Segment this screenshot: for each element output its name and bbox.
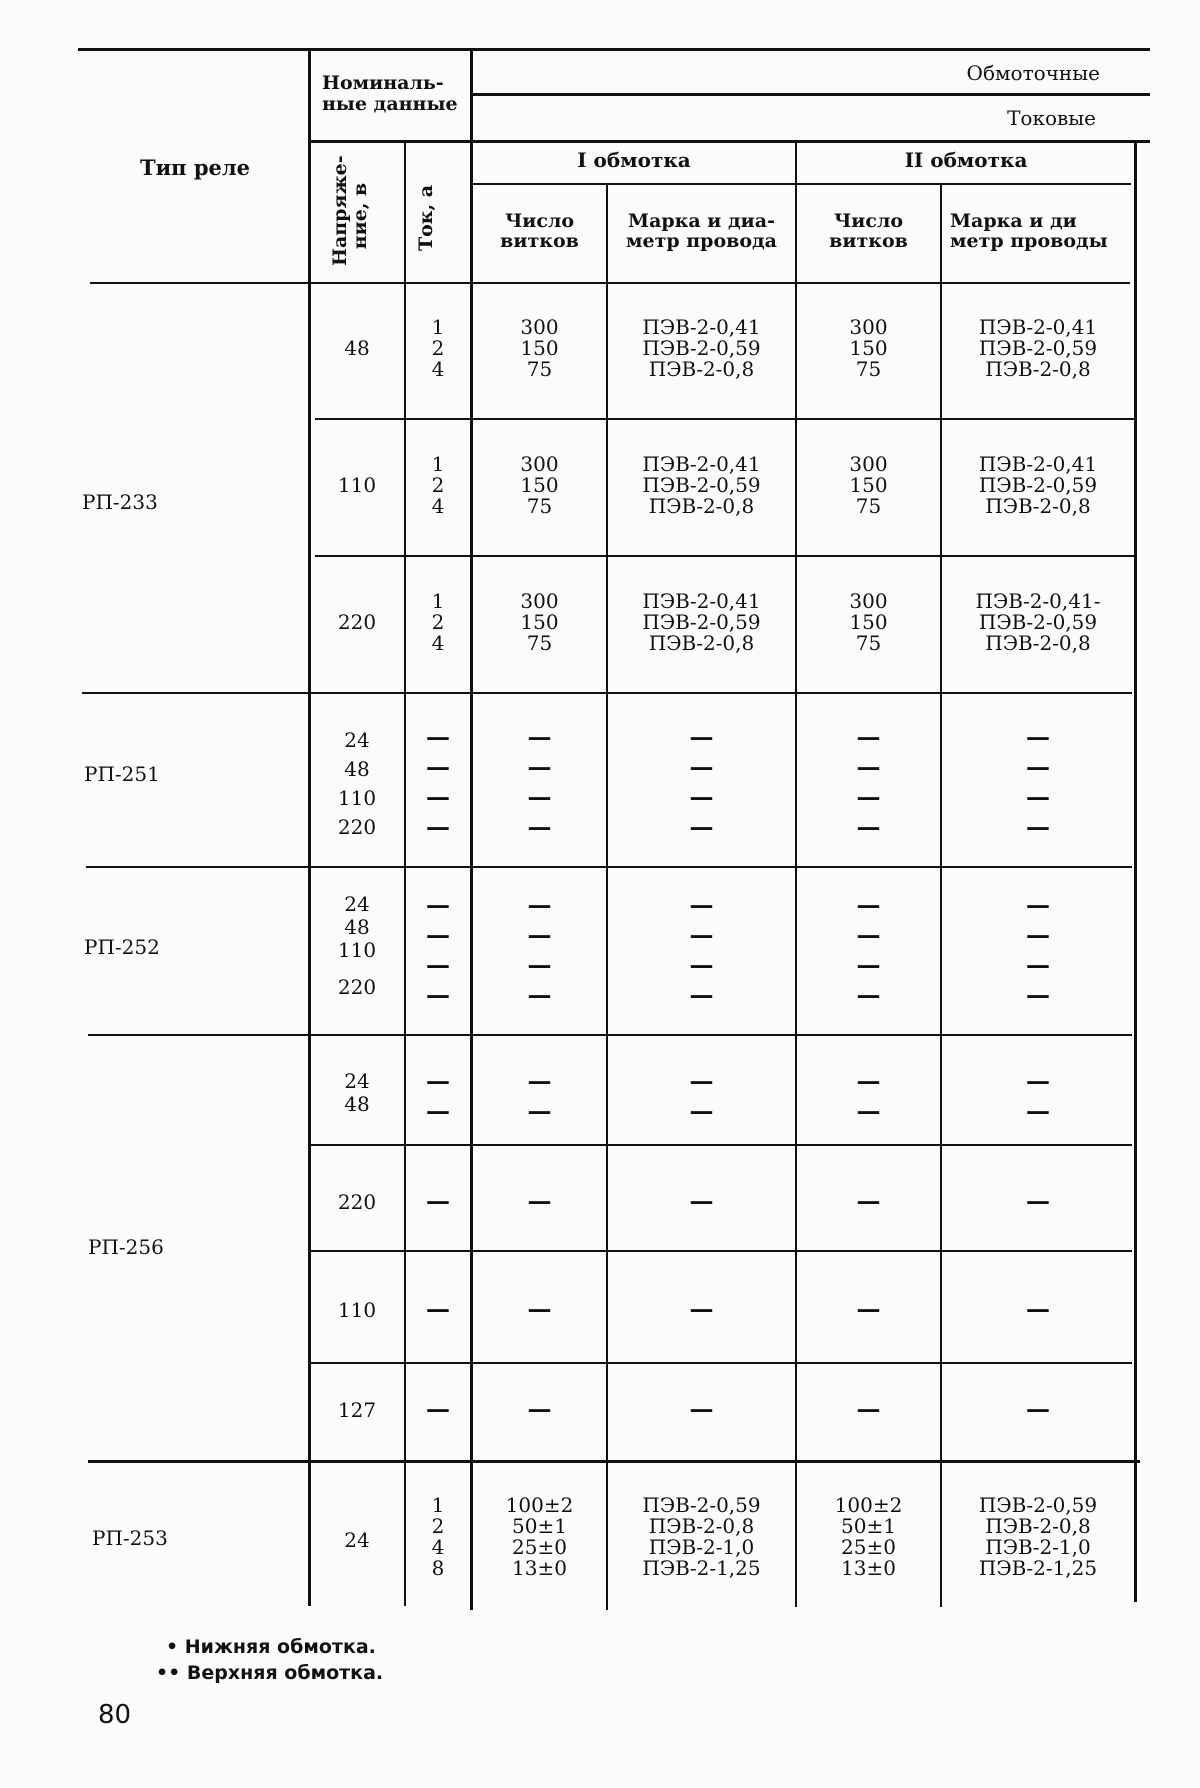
wire-1-cell [608,317,795,380]
voltage-cell: 48 [344,336,370,360]
turns-value: 75 [526,494,553,518]
header-turns-2: Число витков [829,210,908,252]
wire-2-cell [942,317,1134,380]
voltage-cell: 127 [337,1398,377,1422]
current-value: 2 [431,1514,445,1538]
wire-value: ПЭВ-2-0,59 [642,1493,761,1517]
wire-value: ПЭВ-2-0,41 [642,315,761,339]
turns-2-cell [797,1495,940,1579]
voltage-value: 24 [344,1069,370,1093]
turns-value: 75 [526,631,553,655]
wire-value: ПЭВ-2-0,59 [642,336,761,360]
turns-value: 25±0 [512,1535,567,1559]
voltage-cell [312,726,402,842]
dash-cell: — [689,1294,714,1323]
header-current-group: Токовые [1007,106,1096,130]
header-wire-1: Марка и диа- метр провода [626,210,777,252]
wire-value: ПЭВ-2-0,41 [642,589,761,613]
wire-value: ПЭВ-2-0,8 [985,494,1091,518]
turns-value: 13±0 [512,1556,567,1580]
voltage-value: 110 [337,786,377,810]
current-value: 4 [431,1535,445,1559]
dash-cell: — [426,1394,450,1423]
current-value: 4 [431,494,445,518]
wire-value: ПЭВ-2-0,8 [648,631,755,655]
wire-value: ПЭВ-2-0,8 [985,631,1091,655]
turns-1-cell [473,454,606,517]
voltage-value: 48 [344,1092,370,1116]
turns-value: 300 [849,589,888,613]
voltage-cell: 110 [337,1298,377,1322]
header-relay-type: Тип реле [139,155,251,180]
rule-row-1 [315,418,1135,420]
turns-value: 50±1 [512,1514,567,1538]
header-wire-2: Марка и ди метр проводы [950,210,1108,252]
dash-cell: — — — — [1026,722,1050,841]
header-voltage: Напряже- ние, в [329,155,371,266]
wire-1-cell [608,1495,795,1579]
wire-value: ПЭВ-2-1,25 [978,1556,1098,1580]
turns-2-cell [797,591,940,654]
turns-1-cell [473,1495,606,1579]
dash-cell: — [1026,1294,1050,1323]
dash-cell: — — — — [856,722,881,841]
wire-value: ПЭВ-2-0,8 [985,357,1091,381]
rule-group-3 [88,1034,1132,1036]
dash-cell: — [689,1394,714,1423]
wire-value: ПЭВ-2-0,59 [978,473,1098,497]
dash-cell: — [856,1294,881,1323]
current-value: 8 [431,1556,445,1580]
relay-type-rp253: РП-253 [92,1526,168,1550]
rule-top [78,48,1150,51]
dash-cell: — — — — [426,722,450,841]
footnote-upper-winding: •• Верхняя обмотка. [156,1662,384,1684]
wire-value: ПЭВ-2-0,59 [978,1493,1098,1517]
current-cell [406,454,470,517]
turns-value: 150 [520,610,559,634]
dash-cell: — [527,1186,552,1215]
dash-cell: — — — — [856,890,881,1009]
wire-1-cell [608,454,795,517]
dash-cell: — [856,1186,881,1215]
relay-type-rp251: РП-251 [84,762,160,786]
turns-value: 300 [520,452,559,476]
dash-cell: — [689,1186,714,1215]
current-value: 2 [431,610,445,634]
wire-value: ПЭВ-2-0,59 [642,610,761,634]
dash-cell: — — [856,1066,881,1125]
turns-value: 300 [849,315,888,339]
dash-cell: — [1026,1394,1050,1423]
rule-row-4 [310,1250,1132,1252]
voltage-value: 220 [337,815,377,839]
turns-2-cell [797,317,940,380]
rule-group-2 [86,866,1132,868]
voltage-cell [312,893,402,999]
dash-cell: — — — — [527,722,552,841]
turns-value: 100±2 [834,1493,903,1517]
wire-2-cell [942,454,1134,517]
turns-value: 300 [520,315,559,339]
current-value: 1 [431,589,445,613]
rule-header-3 [471,183,1131,185]
page-number: 80 [98,1700,132,1730]
wire-value: ПЭВ-2-0,8 [648,1514,755,1538]
dash-cell: — [1026,1186,1050,1215]
current-value: 2 [431,473,445,497]
turns-value: 75 [855,494,882,518]
vline-7 [1134,140,1137,1602]
rule-header-2 [310,140,1150,143]
vline-1 [308,50,311,1606]
current-cell [406,317,470,380]
turns-2-cell [797,454,940,517]
wire-value: ПЭВ-2-0,41 [978,452,1098,476]
wire-value: ПЭВ-2-0,59 [978,610,1098,634]
wire-value: ПЭВ-2-0,59 [642,473,761,497]
dash-cell: — [527,1394,552,1423]
dash-cell: — [856,1394,881,1423]
turns-value: 300 [849,452,888,476]
wire-value: ПЭВ-2-0,41 [642,452,761,476]
wire-value: ПЭВ-2-1,0 [648,1535,755,1559]
dash-cell: — — [689,1066,714,1125]
turns-value: 100±2 [505,1493,574,1517]
header-winding-2: II обмотка [904,148,1028,172]
current-value: 1 [431,452,445,476]
rule-row-3 [310,1144,1132,1146]
header-turns-1: Число витков [500,210,579,252]
dash-cell: — — — — [689,890,714,1009]
turns-value: 25±0 [841,1535,896,1559]
header-current: Ток, а [415,184,437,252]
turns-value: 150 [849,336,888,360]
wire-value: ПЭВ-2-0,59 [978,336,1098,360]
dash-cell: — — — — [1026,890,1050,1009]
turns-value: 75 [526,357,553,381]
dash-cell: — — — — [689,722,714,841]
rule-header-bottom [90,282,1130,284]
wire-value: ПЭВ-2-0,8 [648,357,755,381]
wire-2-cell [942,1495,1134,1579]
rule-row-2 [315,555,1135,557]
header-nominal-data: Номиналь- ные данные [322,72,458,115]
rule-row-5 [310,1362,1132,1364]
voltage-value: 220 [337,975,377,999]
voltage-value: 48 [344,915,370,939]
turns-value: 75 [855,357,882,381]
dash-cell: — — [426,1066,450,1125]
header-winding-group: Обмоточные [966,61,1100,85]
turns-value: 75 [855,631,882,655]
dash-cell: — — — — [527,890,552,1009]
header-winding-1: I обмотка [577,148,691,172]
current-value: 1 [431,315,445,339]
dash-cell: — [426,1294,450,1323]
voltage-cell: 220 [337,610,377,634]
turns-value: 150 [849,610,888,634]
dash-cell: — [527,1294,552,1323]
voltage-cell [312,1070,402,1116]
wire-value: ПЭВ-2-1,25 [642,1556,761,1580]
voltage-value: 48 [344,757,370,781]
voltage-cell: 110 [337,473,377,497]
turns-value: 150 [849,473,888,497]
dash-cell: — — [1026,1066,1050,1125]
rule-group-4 [88,1460,1140,1463]
relay-type-rp256: РП-256 [88,1235,164,1259]
turns-value: 300 [520,589,559,613]
wire-value: ПЭВ-2-0,8 [648,494,755,518]
turns-value: 150 [520,473,559,497]
current-value: 1 [431,1493,445,1517]
turns-value: 13±0 [841,1556,896,1580]
wire-value: ПЭВ-2-0,8 [985,1514,1091,1538]
voltage-value: 110 [337,938,377,962]
turns-value: 50±1 [841,1514,896,1538]
dash-cell: — — [527,1066,552,1125]
current-value: 4 [431,357,445,381]
turns-1-cell [473,317,606,380]
footnote-lower-winding: • Нижняя обмотка. [166,1636,376,1658]
voltage-cell: 24 [344,1528,370,1552]
wire-1-cell [608,591,795,654]
wire-value: ПЭВ-2-1,0 [985,1535,1091,1559]
voltage-value: 24 [344,728,370,752]
current-cell [406,1495,470,1579]
current-value: 4 [431,631,445,655]
voltage-value: 24 [344,892,370,916]
current-value: 2 [431,336,445,360]
relay-type-rp233: РП-233 [82,490,158,514]
dash-cell: — — — — [426,890,450,1009]
relay-type-rp252: РП-252 [84,935,160,959]
wire-value: ПЭВ-2-0,41- [975,589,1101,613]
voltage-cell: 220 [337,1190,377,1214]
wire-value: ПЭВ-2-0,41 [978,315,1098,339]
rule-header-1 [471,93,1150,96]
current-cell [406,591,470,654]
wire-2-cell [942,591,1134,654]
dash-cell: — [426,1186,450,1215]
turns-value: 150 [520,336,559,360]
turns-1-cell [473,591,606,654]
